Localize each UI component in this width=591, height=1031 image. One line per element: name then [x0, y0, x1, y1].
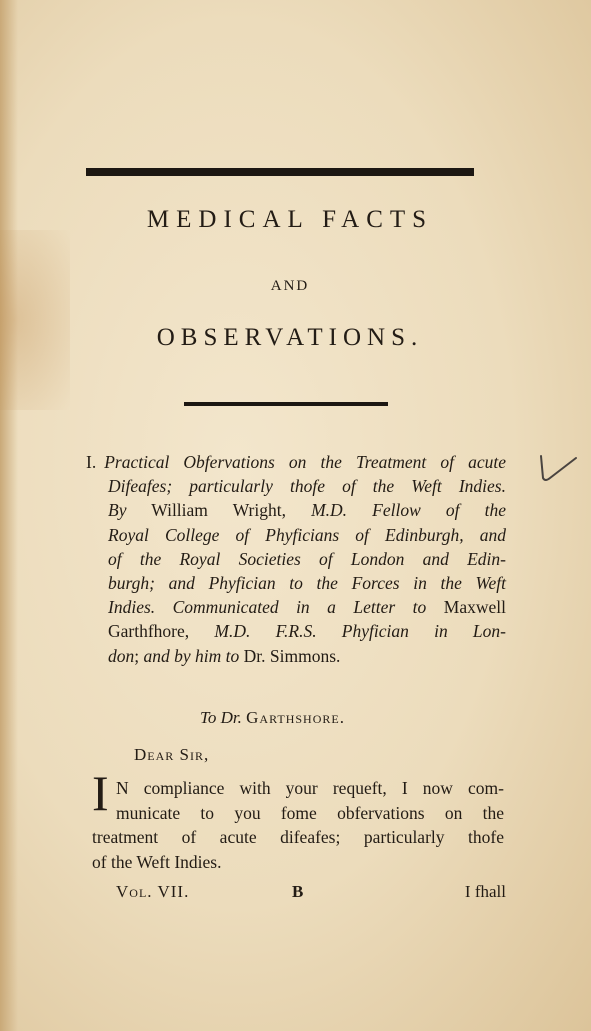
heading-text: Difeafes; particularly thofe of the Weft Indies.	[108, 476, 506, 497]
page-edge-shadow	[0, 0, 18, 1031]
recipient-name: Garthfhore,	[108, 621, 190, 642]
top-rule	[86, 168, 474, 176]
address-name: Garthshore.	[246, 708, 345, 727]
heading-text: By	[108, 500, 127, 521]
signature-mark: B	[292, 882, 304, 901]
pencil-checkmark-icon	[538, 452, 580, 486]
heading-text: and by him to	[139, 645, 240, 666]
section-rule	[184, 402, 388, 406]
letter-body	[92, 776, 504, 874]
heading-text: M.D. Fellow of the	[285, 500, 506, 521]
heading-line	[86, 450, 506, 474]
heading-text: of the Royal Societies of London and Edin-	[108, 548, 506, 569]
heading-line	[86, 595, 506, 619]
title-abbrev: Dr.	[239, 645, 266, 666]
letter-address	[200, 708, 460, 728]
recipient-name: Simmons.	[265, 645, 341, 666]
heading-text: burgh; and Phyfician to the Forces in the Weft	[108, 573, 506, 594]
body-line: of the Weft Indies.	[92, 851, 222, 872]
recipient-name: Maxwell	[426, 597, 506, 618]
heading-line	[86, 547, 506, 571]
catchword: I fhall	[464, 882, 506, 901]
heading-text: Practical Obfervations on the Treatment of acute	[104, 452, 506, 472]
author-name: William Wright,	[126, 500, 286, 521]
title-line-1: MEDICAL FACTS	[146, 206, 434, 233]
heading-text: Indies. Communicated in a Letter to	[108, 597, 427, 618]
volume-number: Vol. VII.	[116, 882, 190, 901]
heading-text: don	[108, 645, 135, 666]
address-prefix: To Dr.	[200, 708, 242, 727]
article-heading	[86, 450, 506, 668]
punctuation: ;	[134, 645, 140, 666]
article-number: I.	[86, 452, 97, 472]
heading-text: Royal College of Phyficians of Edinburgh, and	[108, 524, 506, 545]
title-line-2: OBSERVATIONS.	[156, 324, 424, 351]
heading-line	[86, 523, 506, 547]
heading-text: M.D. F.R.S. Phyfician in Lon-	[189, 621, 506, 642]
paper-stain	[0, 230, 70, 410]
heading-line	[86, 474, 506, 498]
heading-line	[86, 571, 506, 595]
body-line: municate to you fome obfervations on the	[116, 802, 504, 823]
heading-line	[86, 619, 506, 643]
heading-line	[86, 498, 506, 522]
body-line: N compliance with your requeft, I now com-	[116, 778, 504, 798]
drop-cap: I	[92, 765, 109, 821]
heading-line	[86, 644, 506, 668]
salutation: Dear Sir,	[134, 745, 210, 764]
title-and: AND	[270, 278, 310, 294]
body-line: treatment of acute difeafes; particularly thofe	[92, 827, 504, 847]
